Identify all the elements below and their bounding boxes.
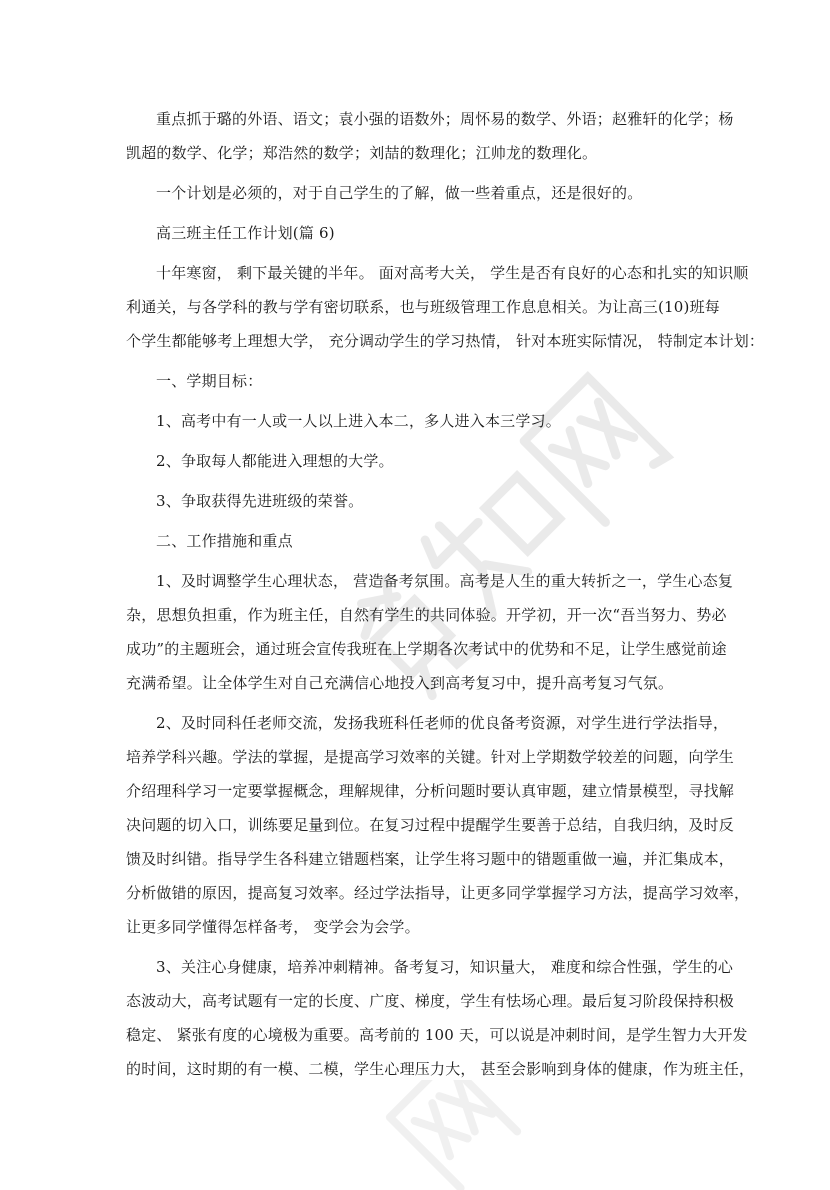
text-line: 二、工作措施和重点	[156, 532, 293, 550]
text-line: 凯超的数学、化学；郑浩然的数学；刘喆的数理化；江帅龙的数理化。	[126, 144, 598, 162]
goal-item-1	[126, 404, 714, 438]
text-line: 杂，思想负担重，作为班主任，自然有学生的共同体验。开学初，开一次“吾当努力、势必	[126, 606, 727, 624]
text-line: 一个计划是必须的，对于自己学生的了解，做一些着重点，还是很好的。	[156, 184, 643, 202]
text-line: 利通关，与各学科的教与学有密切联系，也与班级管理工作息息相关。为让高三(10)班每	[126, 298, 720, 316]
heading-work-measures	[126, 524, 714, 558]
text-line: 重点抓于璐的外语、语文；袁小强的语数外；周怀易的数学、外语；赵雅轩的化学；杨	[156, 110, 734, 128]
text-line: 的时间，这时期的有一模、二模，学生心理压力大， 甚至会影响到身体的健康，作为班主任，	[126, 1060, 755, 1078]
goal-item-2	[126, 444, 714, 478]
text-line: 态波动大，高考试题有一定的长度、广度、梯度，学生有怯场心理。最后复习阶段保持积极	[126, 992, 735, 1010]
text-line: 一、学期目标：	[156, 372, 263, 390]
text-line: 培养学科兴趣。学法的掌握，是提高学习效率的关键。针对上学期数学较差的问题，向学生	[126, 748, 735, 766]
text-line: 充满希望。让全体学生对自己充满信心地投入到高考复习中，提升高考复习气氛。	[126, 674, 674, 692]
text-line: 介绍理科学习一定要掌握概念，理解规律，分析问题时要认真审题，建立情景模型，寻找解	[126, 782, 735, 800]
measure-item-3	[126, 950, 755, 1086]
text-line: 稳定、 紧张有度的心境极为重要。高考前的 100 天，可以说是冲刺时间，是学生智力大开发	[126, 1026, 748, 1044]
heading-semester-goals	[126, 364, 714, 398]
text-line: 1、高考中有一人或一人以上进入本二，多人进入本三学习。	[156, 412, 561, 430]
text-line: 2、及时同科任老师交流，发扬我班科任老师的优良备考资源，对学生进行学法指导，	[156, 714, 729, 732]
measure-item-2	[126, 706, 750, 944]
section-heading	[126, 216, 714, 250]
document-body	[126, 102, 765, 1086]
text-line: 1、及时调整学生心理状态， 营造备考氛围。高考是人生的重大转折之一，学生心态复	[156, 572, 734, 590]
text-line: 十年寒窗， 剩下最关键的半年。 面对高考大关， 学生是否有良好的心态和扎实的知识顺	[156, 264, 749, 282]
paragraph-plan-necessary	[126, 176, 714, 210]
text-line: 高三班主任工作计划(篇 6)	[156, 224, 335, 242]
text-line: 个学生都能够考上理想大学， 充分调动学生的学习热情， 针对本班实际情况， 特制定本计划：	[126, 332, 765, 350]
text-line: 2、争取每人都能进入理想的大学。	[156, 452, 394, 470]
measure-item-1	[126, 564, 734, 700]
paragraph-focus-students	[126, 102, 734, 170]
text-line: 3、关注心身健康，培养冲刺精神。备考复习，知识量大， 难度和综合性强，学生的心	[156, 958, 734, 976]
text-line: 分析做错的原因，提高复习效率。经过学法指导，让更多同学掌握学习方法，提高学习效率，	[126, 884, 750, 902]
text-line: 成功”的主题班会，通过班会宣传我班在上学期各次考试中的优势和不足，让学生感觉前途	[126, 640, 727, 658]
paragraph-introduction	[126, 256, 765, 358]
text-line: 3、争取获得先进班级的荣誉。	[156, 492, 364, 510]
text-line: 让更多同学懂得怎样备考， 变学会为会学。	[126, 918, 420, 936]
text-line: 决问题的切入口，训练要足量到位。在复习过程中提醒学生要善于总结，自我归纳，及时反	[126, 816, 735, 834]
goal-item-3	[126, 484, 714, 518]
text-line: 馈及时纠错。指导学生各科建立错题档案，让学生将习题中的错题重做一遍，并汇集成本，	[126, 850, 735, 868]
